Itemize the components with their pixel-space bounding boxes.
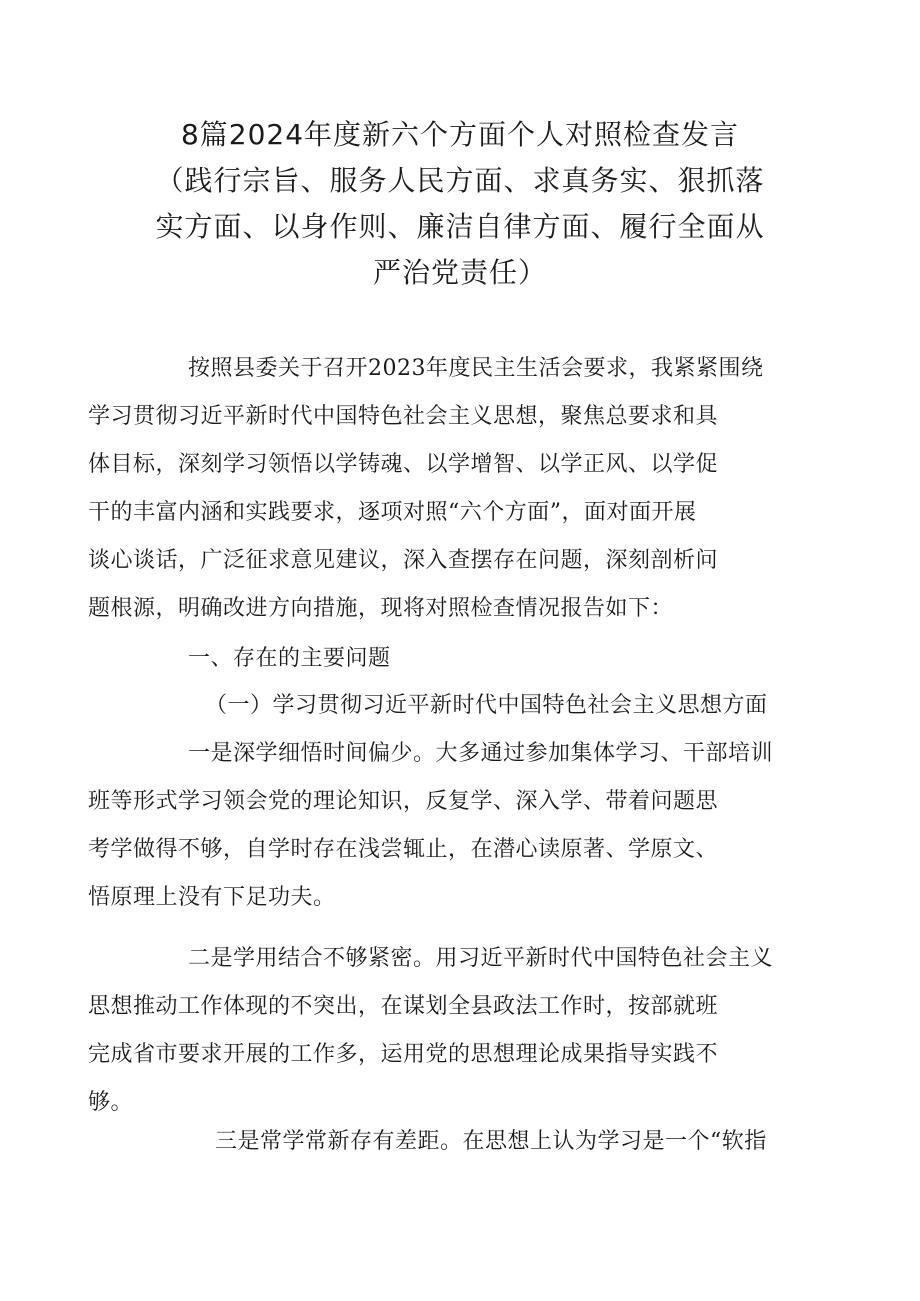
text-line: 干的丰富内涵和实践要求，逐项对照“六个方面”，面对面开展 [88,500,697,525]
title-line: 实方面、以身作则、廉洁自律方面、履行全面从 [155,210,765,243]
text-line: 按照县委关于召开2023年度民主生活会要求，我紧紧围绕 [188,356,764,381]
text-line: 体目标，深刻学习领悟以学铸魂、以学增智、以学正风、以学促 [88,452,719,477]
text-line: 二是学用结合不够紧密。用习近平新时代中国特色社会主义 [188,946,774,971]
title-line: （践行宗旨、服务人民方面、求真务实、狠抓落 [155,164,765,197]
text-line: 三是常学常新存有差距。在思想上认为学习是一个“软指 [215,1129,767,1154]
text-line: 考学做得不够，自学时存在浅尝辄止，在潜心读原著、学原文、 [88,837,719,862]
text-line: 班等形式学习领会党的理论知识，反复学、深入学、带着问题思 [88,789,719,814]
text-line: 悟原理上没有下足功夫。 [88,885,336,910]
subsection-heading: （一）学习贯彻习近平新时代中国特色社会主义思想方面 [205,693,768,718]
problem-paragraph-1 [88,730,794,922]
text-line: 完成省市要求开展的工作多，运用党的思想理论成果指导实践不 [88,1042,719,1067]
problem-paragraph-3 [215,1118,805,1166]
title-line: 严治党责任） [372,256,547,289]
title-line: 8篇2024年度新六个方面个人对照检查发言 [180,118,740,151]
intro-paragraph [88,345,794,633]
section-heading: 一、存在的主要问题 [188,646,391,671]
document-title [140,112,780,296]
text-line: 一是深学细悟时间偏少。大多通过参加集体学习、干部培训 [188,741,774,766]
text-line: 够。 [88,1090,134,1115]
text-line: 学习贯彻习近平新时代中国特色社会主义思想，聚焦总要求和具 [88,404,719,429]
problem-paragraph-2 [88,935,794,1127]
text-line: 谈心谈话，广泛征求意见建议，深入查摆存在问题，深刻剖析问 [88,548,719,573]
text-line: 思想推动工作体现的不突出，在谋划全县政法工作时，按部就班 [88,994,719,1019]
text-line: 题根源，明确改进方向措施，现将对照检查情况报告如下： [88,596,674,621]
